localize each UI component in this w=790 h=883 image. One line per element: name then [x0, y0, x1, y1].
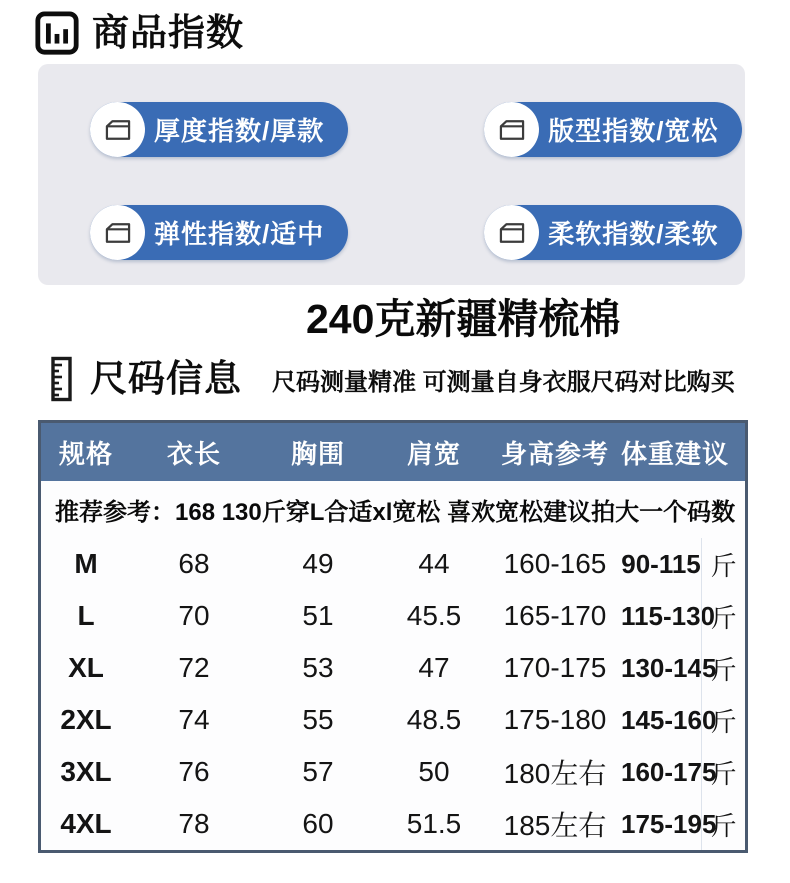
cell-chest: 57 — [302, 756, 334, 788]
cell-chest: 51 — [302, 600, 334, 632]
cell-spec: 3XL — [60, 756, 112, 788]
cell-shoulder: 50 — [418, 756, 450, 788]
size-info-title: 尺码信息 — [90, 357, 242, 399]
index-pill-fit[interactable] — [484, 102, 742, 157]
folder-icon — [484, 205, 539, 260]
size-info-subtitle: 尺码测量精准 可测量自身衣服尺码对比购买 — [272, 368, 735, 396]
bar-chart-icon — [34, 10, 80, 56]
pill-row — [38, 205, 745, 260]
cell-length: 74 — [178, 704, 210, 736]
pill-label: 版型指数/宽松 — [548, 116, 719, 146]
pill-label: 柔软指数/柔软 — [548, 219, 719, 249]
cell-shoulder: 47 — [418, 652, 450, 684]
size-table-note: 推荐参考：168 130斤穿L合适xl宽松 喜欢宽松建议拍大一个码数 — [55, 499, 736, 527]
pill-label: 厚度指数/厚款 — [154, 116, 325, 146]
cell-height: 175-180 — [503, 704, 607, 736]
cell-spec: M — [74, 548, 98, 580]
cell-unit: 斤 — [701, 590, 745, 642]
cell-spec: 4XL — [60, 808, 112, 840]
pill-row — [38, 102, 745, 157]
product-index-panel — [38, 64, 745, 285]
index-pill-elasticity[interactable] — [90, 205, 348, 260]
cell-weight: 115-130 — [621, 600, 715, 631]
table-row — [41, 538, 745, 590]
folder-icon — [484, 102, 539, 157]
cell-chest: 49 — [302, 548, 334, 580]
folder-icon — [90, 205, 145, 260]
table-row — [41, 746, 745, 798]
col-header-weight: 体重建议 — [621, 438, 730, 469]
col-header-height: 身高参考 — [500, 438, 609, 469]
cell-chest: 60 — [302, 808, 334, 840]
ruler-icon — [44, 356, 78, 402]
cell-shoulder: 44 — [418, 548, 450, 580]
size-table — [38, 420, 748, 853]
cell-weight: 90-115 — [621, 548, 701, 579]
col-header-length: 衣长 — [166, 438, 221, 469]
cell-height: 180左右 — [503, 758, 607, 790]
pill-label: 弹性指数/适中 — [154, 219, 325, 249]
cell-unit: 斤 — [701, 746, 745, 798]
size-info-header — [0, 344, 790, 402]
cell-length: 78 — [178, 808, 210, 840]
fabric-banner: 240克新疆精梳棉 — [306, 296, 621, 342]
col-header-chest: 胸围 — [290, 438, 345, 469]
cell-shoulder: 51.5 — [406, 808, 462, 840]
cell-spec: L — [77, 600, 95, 632]
col-header-spec: 规格 — [58, 438, 113, 469]
cell-height: 165-170 — [503, 600, 607, 632]
cell-spec: XL — [68, 652, 104, 684]
cell-length: 72 — [178, 652, 210, 684]
cell-height: 185左右 — [503, 810, 607, 842]
cell-height: 170-175 — [503, 652, 607, 684]
folder-icon — [90, 102, 145, 157]
cell-length: 68 — [178, 548, 210, 580]
cell-spec: 2XL — [60, 704, 112, 736]
cell-unit: 斤 — [701, 538, 745, 590]
cell-chest: 53 — [302, 652, 334, 684]
col-header-shoulder: 肩宽 — [406, 438, 461, 469]
table-row — [41, 694, 745, 746]
table-row — [41, 642, 745, 694]
cell-unit: 斤 — [701, 798, 745, 850]
cell-weight: 175-195 — [621, 808, 717, 839]
cell-weight: 130-145 — [621, 652, 717, 683]
size-table-header-row — [41, 423, 745, 481]
cell-length: 70 — [178, 600, 210, 632]
cell-chest: 55 — [302, 704, 334, 736]
cell-shoulder: 45.5 — [406, 600, 462, 632]
cell-shoulder: 48.5 — [406, 704, 462, 736]
table-row — [41, 798, 745, 850]
cell-unit: 斤 — [701, 642, 745, 694]
product-index-header — [0, 0, 790, 56]
cell-weight: 145-160 — [621, 704, 717, 735]
cell-length: 76 — [178, 756, 210, 788]
index-pill-softness[interactable] — [484, 205, 742, 260]
cell-weight: 160-175 — [621, 756, 717, 787]
table-row — [41, 590, 745, 642]
index-pill-thickness[interactable] — [90, 102, 348, 157]
cell-height: 160-165 — [503, 548, 607, 580]
cell-unit: 斤 — [701, 694, 745, 746]
product-index-title: 商品指数 — [92, 11, 244, 53]
